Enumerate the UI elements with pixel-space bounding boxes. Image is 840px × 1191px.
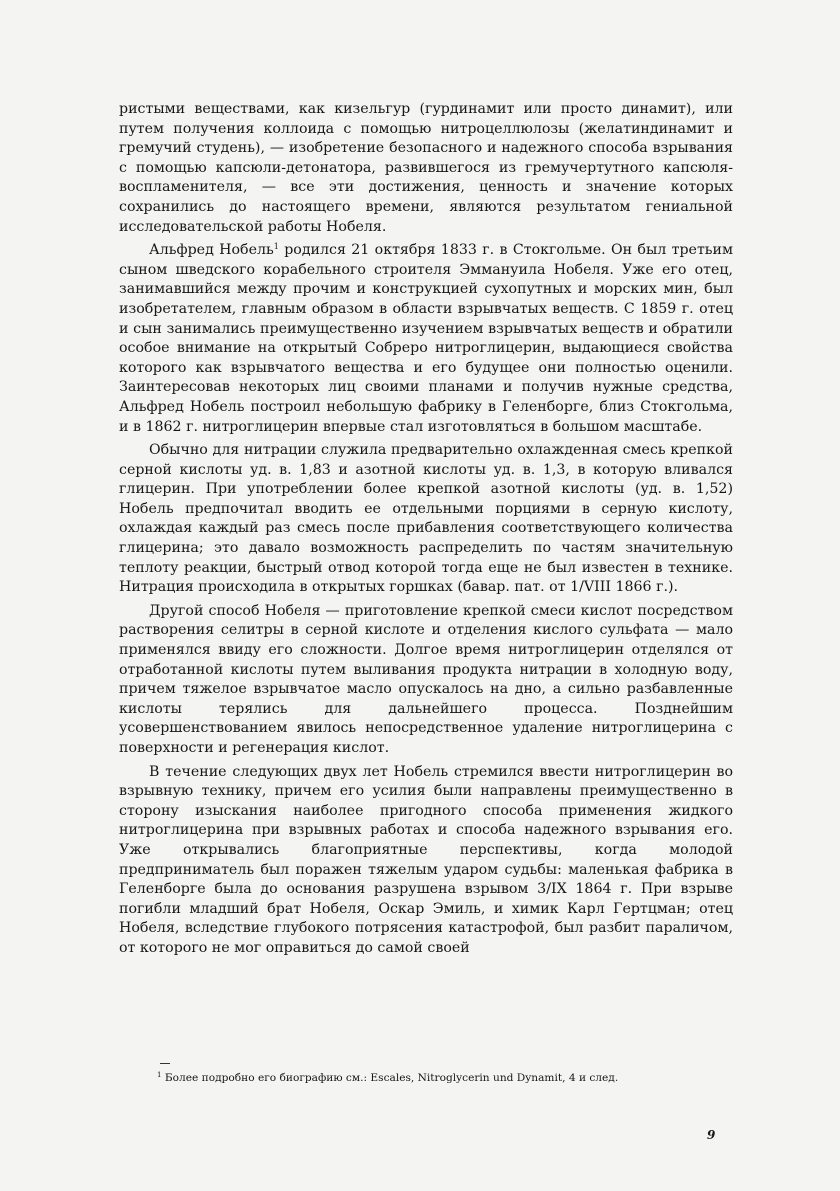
- paragraph-nobel-birth-text: родился 21 октября 1833 г. в Стокгольме. Он был третьим сыном шведского корабельного строителя Эммануила Нобеля. Уже его отец, занимавшийся между прочим и конструкцией сухопутных и морских мин, был изобретателем, главным образом в области взрывчатых веществ. С 1859 г. отец и сын занимались преимущественно изучением взрывчатых веществ и обратили особое внимание на открытый Собреро нитроглицерин, выдающиеся свойства которого как взрывчатого вещества и его будущее они полностью оценили. Заинтересовав некоторых лиц своими планами и получив нужные средства, Альфред Нобель построил небольшую фабрику в Геленборге, близ Стокгольма, и в 1862 г. нитроглицерин впервые стал изготовляться в большом масштабе.: [119, 242, 734, 435]
- nobel-name: Альфред Нобель: [149, 242, 274, 259]
- page-number: 9: [707, 1128, 716, 1142]
- paragraph-explosion: В течение следующих двух лет Нобель стремился ввести нитроглицерин во взрывную технику, причем его усилия были направлены преимущественно в сторону изыскания наиболее пригодного способа применения жидкого нитроглицерина при взрывных работах и способа надежного взрывания его. Уже открывались благоприятные перспективы, когда молодой предприниматель был поражен тяжелым ударом судьбы: маленькая фабрика в Геленборге была до основания разрушена взрывом 3/IX 1864 г. При взрыве погибли младший брат Нобеля, Оскар Эмиль, и химик Карл Гертцман; отец Нобеля, вследствие глубокого потрясения катастрофой, был разбит параличом, от которого не мог оправиться до самой своей: [119, 763, 733, 956]
- footnote-divider: [160, 1063, 170, 1064]
- footnote-reference: 1: [273, 242, 279, 252]
- paragraph-nitration: Обычно для нитрации служила предварительно охлажденная смесь крепкой серной кислоты уд. в. 1,83 и азотной кислоты уд. в. 1,3, в которую вливался глицерин. При употреблении более крепкой азотной кислоты (уд. в. 1,52) Нобель предпочитал вводить ее отдельными порциями в серную кислоту, охлаждая каждый раз смесь после прибавления соответствующего количества глицерина; это давало возможность распределить по частям значительную теплоту реакции, быстрый отвод которой тогда еще не был известен в технике. Нитрация происходила в открытых горшках (бавар. пат. от 1/VIII 1866 г.).: [119, 442, 733, 596]
- footnote-marker: 1: [157, 1071, 162, 1079]
- paragraph-nobel-birth: [119, 241, 733, 437]
- footnote-text: Более подробно его биографию см.: Escales, Nitroglycerin und Dynamit, 4 и след.: [164, 1072, 619, 1084]
- text-column: [119, 100, 733, 959]
- footnote: [119, 1068, 733, 1085]
- paragraph-continuation: ристыми веществами, как кизельгур (гурдинамит или просто динамит), или путем получения коллоида с помощью нитроцеллюлозы (желатиндинамит и гремучий студень), — изобретение безопасного и надежного способа взрывания с помощью капсюли-детонатора, развившегося из гремучертутного капсюля-воспламенителя, — все эти достижения, ценность и значение которых сохранились до настоящего времени, являются результатом гениальной исследовательской работы Нобеля.: [119, 101, 733, 235]
- paragraph-other-method: Другой способ Нобеля — приготовление крепкой смеси кислот посредством растворения селитры в серной кислоте и отделения кислого сульфата — мало применялся ввиду его сложности. Долгое время нитроглицерин отделялся от отработанной кислоты путем выливания продукта нитрации в холодную воду, причем тяжелое взрывчатое масло опускалось на дно, а сильно разбавленные кислоты терялись для дальнейшего процесса. Позднейшим усовершенствованием явилось непосредственное удаление нитроглицерина с поверхности и регенерация кислот.: [119, 602, 733, 756]
